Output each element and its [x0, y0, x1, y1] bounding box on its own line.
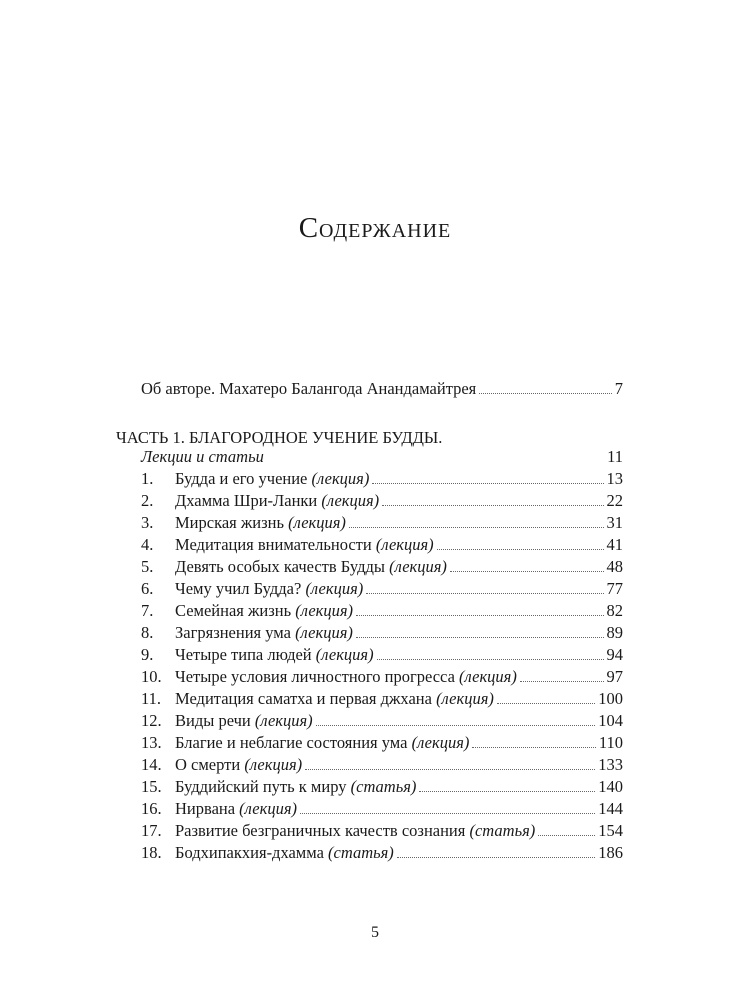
toc-entry-tag: (лекция) [295, 601, 354, 620]
toc-entry-page: 186 [598, 843, 623, 862]
toc-entry-page: 133 [598, 755, 623, 774]
toc-entry-tag: (лекция) [375, 535, 434, 554]
toc-entry-tag: (статья) [328, 843, 394, 862]
toc-entry-page: 7 [614, 379, 623, 398]
leader-dots [419, 791, 595, 792]
toc-entry-title [175, 622, 353, 644]
toc-entry-title [175, 688, 494, 710]
leader-dots [497, 703, 595, 704]
toc-entry-page: 94 [606, 645, 623, 664]
toc-entry-text: Мирская жизнь [175, 513, 284, 532]
toc-entry-text: Развитие безграничных качеств сознания [175, 821, 466, 840]
toc-entry-tag: (статья) [469, 821, 536, 840]
toc-entry [141, 754, 623, 776]
leader-dots [356, 637, 604, 638]
toc-entry [141, 622, 623, 644]
toc-entry-text: Медитация саматха и первая джхана [175, 689, 432, 708]
toc-entry-page: 100 [598, 689, 623, 708]
toc-entry-tag: (лекция) [311, 469, 370, 488]
page-title: Содержание [298, 212, 452, 244]
leader-dots [366, 593, 603, 594]
toc-entry-page: 13 [606, 469, 623, 488]
toc-entry-tag: (лекция) [244, 755, 303, 774]
toc-entry-title [175, 644, 374, 666]
toc-entry [141, 798, 623, 820]
toc-entry-tag: (лекция) [305, 579, 364, 598]
leader-dots [520, 681, 604, 682]
toc-entry-text: Семейная жизнь [175, 601, 292, 620]
toc-entry-title [175, 490, 379, 512]
toc-entry-number: 18. [141, 843, 162, 862]
toc-entry-number: 14. [141, 755, 162, 774]
toc-entry [141, 512, 623, 534]
toc-entry-number: 7. [141, 601, 154, 620]
toc-entry-page: 82 [606, 601, 623, 620]
toc-entry-text: Благие и неблагие состояния ума [175, 733, 408, 752]
toc-entry-text: Бодхипакхия-дхамма [175, 843, 324, 862]
toc-entry-text: Четыре условия личностного прогресса [175, 667, 455, 686]
toc-entry-text: Медитация внимательности [175, 535, 372, 554]
toc-entry [141, 710, 623, 732]
page-number: 5 [371, 924, 379, 941]
toc-entry-tag: (лекция) [239, 799, 297, 818]
toc-entry-number: 11. [141, 689, 162, 708]
toc-entry-page: 31 [606, 513, 623, 532]
toc-entry-page: 144 [598, 799, 623, 818]
toc-entry [141, 732, 623, 754]
toc-entry-number: 8. [141, 623, 154, 642]
part-subtitle-page: 11 [607, 447, 623, 466]
toc-entry-tag: (лекция) [459, 667, 517, 686]
toc-entry-page: 154 [598, 821, 623, 840]
toc-entry-title [175, 578, 363, 600]
part-subtitle: Лекции и статьи [141, 447, 264, 466]
toc-entry-page: 89 [606, 623, 623, 642]
leader-dots [450, 571, 604, 572]
toc-entry-tag: (лекция) [436, 689, 494, 708]
toc-entry [141, 490, 623, 512]
toc-entry [141, 468, 623, 490]
toc-entry-number: 4. [141, 535, 154, 554]
toc-entry-number: 6. [141, 579, 154, 598]
toc-entry-number: 15. [141, 777, 162, 796]
leader-dots [538, 835, 595, 836]
leader-dots [437, 549, 604, 550]
leader-dots [472, 747, 595, 748]
toc-entry-tag: (лекция) [295, 623, 353, 642]
toc-entry-title [175, 842, 394, 864]
toc-entry-title [175, 798, 297, 820]
toc-entry-title [175, 732, 469, 754]
toc-entry [141, 578, 623, 600]
toc-entry-about [141, 378, 623, 400]
toc-entry [141, 820, 623, 842]
toc-entry [141, 556, 623, 578]
toc-entry-title [175, 710, 313, 732]
toc-entry-number: 17. [141, 821, 162, 840]
leader-dots [300, 813, 595, 814]
toc-entry-text: Загрязнения ума [175, 623, 291, 642]
toc-entry-title [175, 600, 353, 622]
toc-entry-title [175, 754, 302, 776]
toc-entry-text: Будда и его учение [175, 469, 308, 488]
toc-entry [141, 644, 623, 666]
toc-entry-page: 77 [606, 579, 623, 598]
toc-entry-tag: (лекция) [411, 733, 470, 752]
toc-entry-tag: (лекция) [389, 557, 447, 576]
toc-entry [141, 600, 623, 622]
leader-dots [397, 857, 595, 858]
toc-entry-page: 48 [606, 557, 623, 576]
toc-entry [141, 534, 623, 556]
toc-entry-title [175, 776, 416, 798]
toc-entry-text: Нирвана [175, 799, 236, 818]
leader-dots [382, 505, 603, 506]
toc-entry-tag: (лекция) [315, 645, 374, 664]
leader-dots [316, 725, 596, 726]
toc-entry-text: Чему учил Будда? [175, 579, 302, 598]
toc-entry-number: 3. [141, 513, 154, 532]
toc-entry [141, 842, 623, 864]
toc-entry-title [175, 820, 535, 842]
part-heading: ЧАСТЬ 1. БЛАГОРОДНОЕ УЧЕНИЕ БУДДЫ. [116, 428, 443, 447]
leader-dots [372, 483, 603, 484]
toc-entry-number: 5. [141, 557, 154, 576]
toc-entry-text: Четыре типа людей [175, 645, 312, 664]
toc-entry-number: 10. [141, 667, 162, 686]
leader-dots [349, 527, 604, 528]
toc-list [141, 468, 623, 864]
leader-dots [377, 659, 604, 660]
toc-entry [141, 666, 623, 688]
toc-entry-text: О смерти [175, 755, 241, 774]
toc-entry-title [175, 666, 517, 688]
toc-entry-tag: (лекция) [321, 491, 380, 510]
toc-entry-tag: (лекция) [288, 513, 346, 532]
toc-entry-text: Девять особых качеств Будды [175, 557, 385, 576]
toc-entry-title [175, 534, 434, 556]
toc-entry [141, 688, 623, 710]
toc-entry-page: 104 [598, 711, 623, 730]
toc-entry-title [175, 556, 447, 578]
toc-entry-text: Дхамма Шри-Ланки [175, 491, 318, 510]
toc-entry-number: 1. [141, 469, 154, 488]
leader-dots [356, 615, 603, 616]
toc-entry-page: 97 [606, 667, 623, 686]
toc-entry-title [175, 468, 369, 490]
toc-entry-number: 9. [141, 645, 154, 664]
toc-entry [141, 776, 623, 798]
toc-entry-page: 22 [606, 491, 623, 510]
part-subtitle-row [141, 446, 623, 468]
toc-entry-title [175, 512, 346, 534]
leader-dots [305, 769, 595, 770]
toc-entry-tag: (статья) [350, 777, 417, 796]
toc-entry-tag: (лекция) [254, 711, 313, 730]
toc-entry-page: 41 [606, 535, 623, 554]
toc-entry-text: Буддийский путь к миру [175, 777, 347, 796]
toc-entry-number: 12. [141, 711, 162, 730]
toc-entry-page: 140 [598, 777, 623, 796]
toc-entry-page: 110 [598, 733, 623, 752]
toc-entry-text: Об авторе. Махатеро Балангода Анандамайтрея [141, 379, 477, 398]
toc-entry-number: 13. [141, 733, 162, 752]
toc-entry-number: 2. [141, 491, 154, 510]
leader-dots [479, 393, 611, 394]
toc-entry-text: Виды речи [175, 711, 251, 730]
toc-entry-number: 16. [141, 799, 162, 818]
